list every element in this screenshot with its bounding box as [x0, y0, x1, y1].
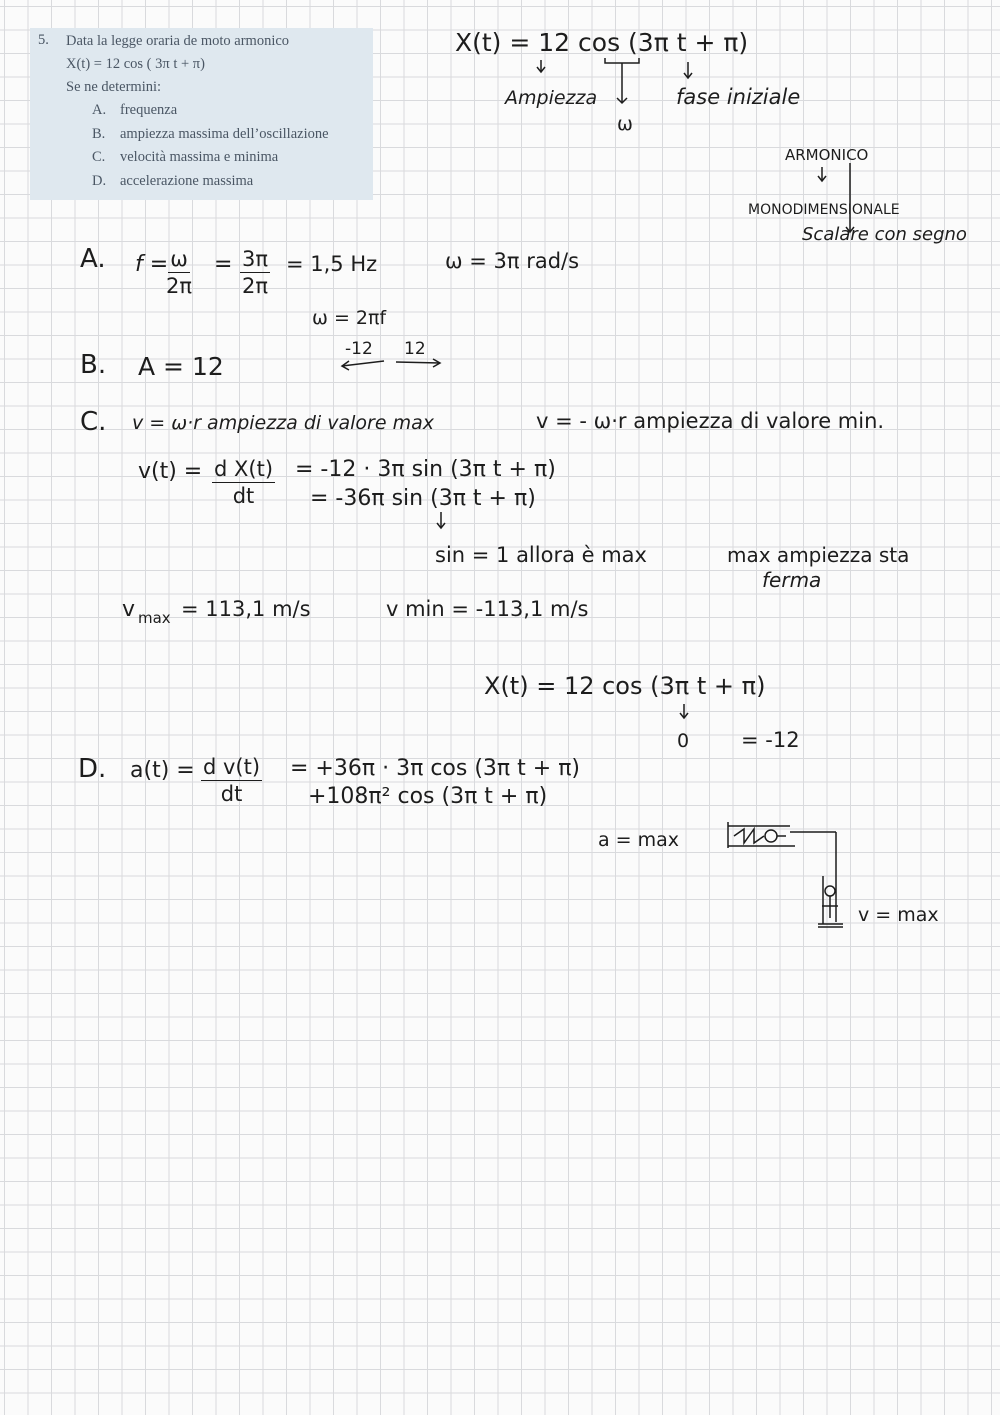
problem-equation: X(t) = 12 cos ( 3π t + π)	[66, 56, 205, 72]
armonico-label: ARMONICO	[785, 146, 869, 164]
part-a-omega-formula: ω = 2πf	[312, 307, 387, 329]
part-d-v-max: v = max	[858, 904, 939, 926]
part-a-fraction-2	[240, 249, 270, 297]
scalare-label: Scalare con segno	[802, 224, 967, 245]
part-c-vmin-note: v = - ω·r ampiezza di valore min.	[536, 409, 885, 433]
amplitude-arrow	[537, 60, 545, 72]
part-d-a-max: a = max	[598, 829, 680, 851]
part-c-v-line-2: = -36π sin (3π t + π)	[310, 486, 536, 511]
part-c-still-note-1: max ampiezza sta	[727, 543, 910, 567]
problem-item-d-text: accelerazione massima	[120, 173, 254, 189]
problem-prompt: Se ne determini:	[66, 79, 162, 95]
part-a-result: = 1,5 Hz	[286, 252, 378, 276]
part-d-fraction-num: d v(t)	[203, 755, 261, 779]
part-b-left-arrow	[342, 361, 384, 370]
problem-item-a-letter: A.	[92, 102, 107, 118]
part-c-fraction-num: d X(t)	[214, 457, 274, 481]
part-d-zero: 0	[677, 730, 690, 752]
part-a-fraction-1-num: ω	[170, 247, 188, 271]
part-b-amplitude: A = 12	[138, 352, 224, 381]
problem-number: 5.	[38, 32, 49, 48]
problem-item-c-text: velocità massima e minima	[120, 149, 279, 165]
problem-item-a-text: frequenza	[120, 102, 178, 118]
part-b-right-arrow	[396, 359, 440, 367]
part-a-fraction-2-num: 3π	[242, 247, 269, 271]
problem-text: Data la legge oraria de moto armonico	[66, 33, 290, 49]
part-d-fraction-den: dt	[220, 782, 243, 806]
part-b-label: B.	[80, 350, 107, 380]
part-d-x-equation: X(t) = 12 cos (3π t + π)	[484, 672, 766, 700]
part-b-left-value: -12	[345, 339, 373, 359]
part-a-label: A.	[80, 244, 106, 274]
amplitude-label: Ampiezza	[505, 87, 598, 109]
spring-sketch	[728, 822, 795, 848]
phase-label: fase iniziale	[676, 85, 801, 109]
part-d-fraction	[201, 757, 262, 805]
omega-brace	[605, 58, 639, 103]
part-a-omega-value: ω = 3π rad/s	[445, 249, 580, 273]
part-c-vmax-value: = 113,1 m/s	[181, 597, 311, 621]
part-c-still-note-2: ferma	[762, 568, 822, 592]
header-equation: X(t) = 12 cos (3π t + π)	[455, 28, 749, 57]
part-d-minus-12: = -12	[741, 728, 800, 752]
part-b-right-value: 12	[404, 339, 426, 359]
part-a-f-lhs: f =	[135, 252, 169, 277]
problem-item-d-letter: D.	[92, 173, 107, 189]
part-a-equals: =	[214, 252, 233, 277]
part-d-a-line-1: = +36π · 3π cos (3π t + π)	[290, 756, 581, 781]
problem-card	[30, 28, 373, 200]
part-c-sin-note: sin = 1 allora è max	[435, 543, 647, 567]
part-d-a-line-2: +108π² cos (3π t + π)	[308, 784, 548, 809]
part-d-label: D.	[78, 754, 107, 784]
part-c-vmax-note: v = ω·r ampiezza di valore max	[132, 412, 434, 434]
part-c-v-lhs: v(t) =	[138, 459, 203, 484]
armonico-arrows	[818, 163, 854, 232]
part-c-vmin-value: v min = -113,1 m/s	[386, 597, 589, 621]
problem-item-c-letter: C.	[92, 149, 106, 165]
part-a-fraction-1-den: 2π	[166, 274, 193, 298]
problem-item-b-letter: B.	[92, 126, 106, 142]
omega-label: ω	[617, 113, 633, 135]
phase-arrow	[684, 62, 692, 78]
part-c-fraction-den: dt	[232, 484, 255, 508]
pendulum-sketch	[790, 832, 843, 927]
part-c-label: C.	[80, 407, 107, 437]
part-a-fraction-2-den: 2π	[242, 274, 269, 298]
part-d-t-arrow	[680, 704, 688, 718]
part-d-a-lhs: a(t) =	[130, 758, 195, 783]
part-a-fraction-1	[166, 249, 192, 297]
part-c-v-line-1: = -12 · 3π sin (3π t + π)	[295, 457, 556, 482]
part-c-vmax-symbol: v	[122, 597, 136, 622]
problem-item-b-text: ampiezza massima dell’oscillazione	[120, 126, 329, 142]
part-c-sin-arrow	[437, 512, 445, 528]
part-c-vmax-subscript: max	[138, 609, 171, 627]
monodimensionale-label: MONODIMENSIONALE	[748, 202, 900, 218]
part-c-fraction	[212, 459, 275, 507]
